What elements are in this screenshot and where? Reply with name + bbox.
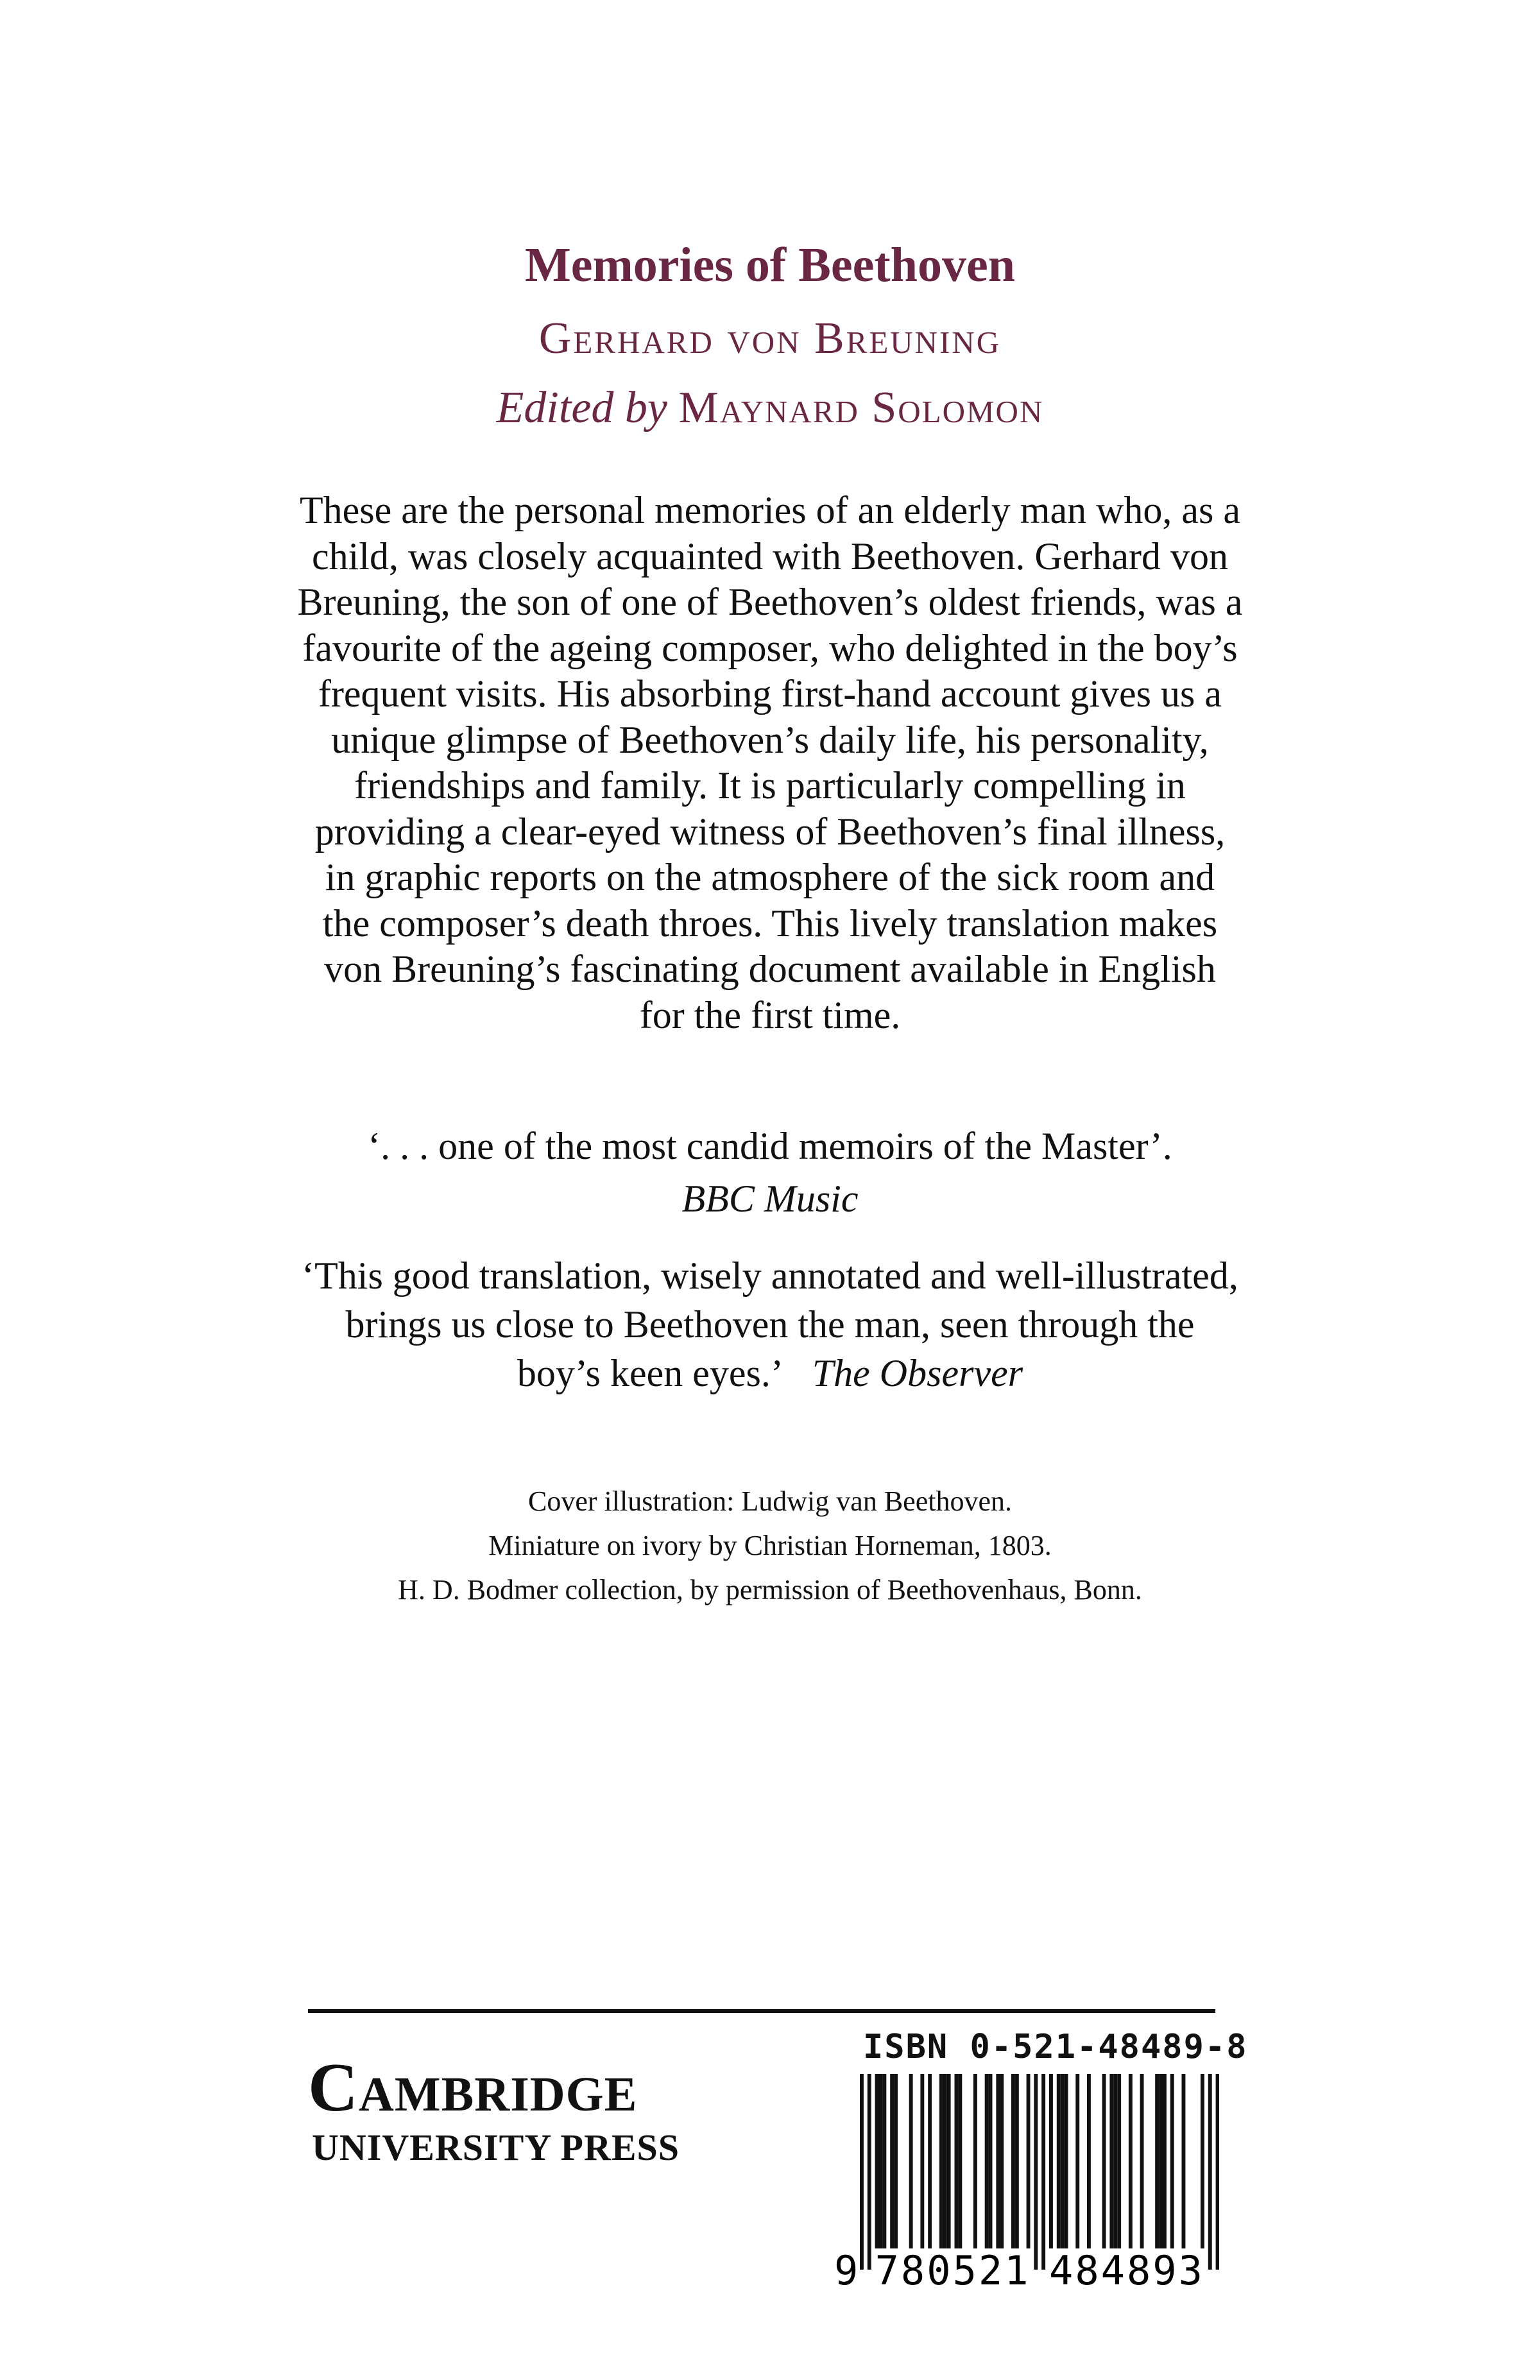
credit-line: Miniature on ivory by Christian Horneman, 1803. [488,1530,1052,1561]
barcode-bar [943,2074,947,2248]
blurb-line: frequent visits. His absorbing first-hand account gives us a [318,672,1222,715]
barcode-bar [958,2074,962,2248]
barcode [834,2074,1219,2305]
barcode-first-digit: 9 [834,2247,860,2294]
publisher-subtitle: UNIVERSITY PRESS [312,2127,680,2168]
barcode-bar [989,2074,993,2248]
barcode-bar [1159,2074,1163,2248]
barcode-bar [1049,2074,1053,2248]
barcode-bar [1129,2074,1133,2248]
barcode-bar [1117,2074,1121,2248]
barcode-bar [1000,2074,1004,2248]
barcode-guard-bar [868,2074,871,2270]
barcode-bar [1075,2074,1079,2248]
blurb-line: Breuning, the son of one of Beethoven’s oldest friends, was a [297,581,1243,623]
author-name: Gerhard von Breuning [538,314,1002,363]
barcode-bar [1109,2074,1113,2248]
barcode-bar [879,2074,883,2248]
editor-credit [0,382,1540,434]
barcode-bar [1057,2074,1061,2248]
barcode-guard-bar [1216,2074,1219,2270]
barcode-guard-bar [1034,2074,1038,2270]
blurb-line: child, was closely acquainted with Beethoven. Gerhard von [312,535,1228,578]
book-title: Memories of Beethoven [525,238,1015,292]
divider-rule [308,2009,1215,2013]
review-quote-observer [0,1251,1540,1398]
quote-source: The Observer [812,1352,1023,1394]
barcode-bar [1182,2074,1186,2248]
barcode-bar [890,2074,894,2248]
barcode-bar [973,2074,977,2248]
barcode-bar [939,2074,943,2248]
blurb-line: for the first time. [639,993,901,1036]
barcode-bar [1140,2074,1144,2248]
blurb-line: unique glimpse of Beethoven’s daily life, his personality, [331,718,1209,761]
editor-name: Maynard Solomon [678,383,1044,432]
credit-line: Cover illustration: Ludwig van Beethoven. [528,1485,1012,1517]
blurb-line: the composer’s death throes. This lively translation makes [322,902,1218,945]
barcode-bar [875,2074,879,2248]
quote-source: BBC Music [681,1177,859,1220]
quote-line: boy’s keen eyes.’ [517,1352,783,1394]
editor-prefix: Edited by [496,383,667,432]
barcode-bar [920,2074,924,2248]
barcode-bar [985,2074,989,2248]
barcode-right-digits: 484893 [1049,2247,1204,2294]
isbn-label: ISBN 0-521-48489-8 [863,2028,1248,2066]
blurb [0,488,1540,1038]
barcode-bar [1065,2074,1068,2248]
barcode-bar [1201,2074,1204,2248]
blurb-line: providing a clear-eyed witness of Beethoven’s final illness, [314,810,1226,853]
barcode-bar [947,2074,951,2248]
barcode-bar [1015,2074,1019,2248]
barcode-bar [955,2074,959,2248]
blurb-line: friendships and family. It is particularly compelling in [354,764,1186,807]
barcode-bar [1102,2074,1106,2248]
barcode-bar [909,2074,913,2248]
barcode-bar [996,2074,1000,2248]
barcode-bar [1163,2074,1167,2248]
credit-line: H. D. Bodmer collection, by permission of Beethovenhaus, Bonn. [398,1574,1142,1605]
review-quote-bbc [0,1120,1540,1225]
blurb-line: von Breuning’s fascinating document available in English [324,948,1216,990]
cover-credit [0,1479,1540,1612]
barcode-guard-bar [860,2074,864,2270]
quote-line: ‘This good translation, wisely annotated and well-illustrated, [302,1254,1238,1297]
blurb-line: favourite of the ageing composer, who delighted in the boy’s [302,626,1238,669]
barcode-bar [1087,2074,1091,2248]
barcode-bar [1011,2074,1015,2248]
barcode-bar [1170,2074,1174,2248]
barcode-bar [1027,2074,1031,2248]
barcode-bar [894,2074,898,2248]
barcode-bar [1155,2074,1159,2248]
barcode-guard-bar [1208,2074,1212,2270]
barcode-bar [882,2074,886,2248]
quote-text: ‘. . . one of the most candid memoirs of the Master’. [368,1125,1172,1167]
barcode-bar [928,2074,932,2248]
blurb-line: These are the personal memories of an elderly man who, as a [299,489,1241,531]
barcode-bar [1113,2074,1117,2248]
blurb-line: in graphic reports on the atmosphere of the sick room and [325,856,1215,898]
barcode-left-digits: 780521 [875,2247,1031,2294]
barcode-bar [1061,2074,1065,2248]
quote-line: brings us close to Beethoven the man, seen through the [345,1303,1195,1346]
barcode-guard-bar [1041,2074,1045,2270]
publisher-name: Cambridge [308,2050,638,2126]
